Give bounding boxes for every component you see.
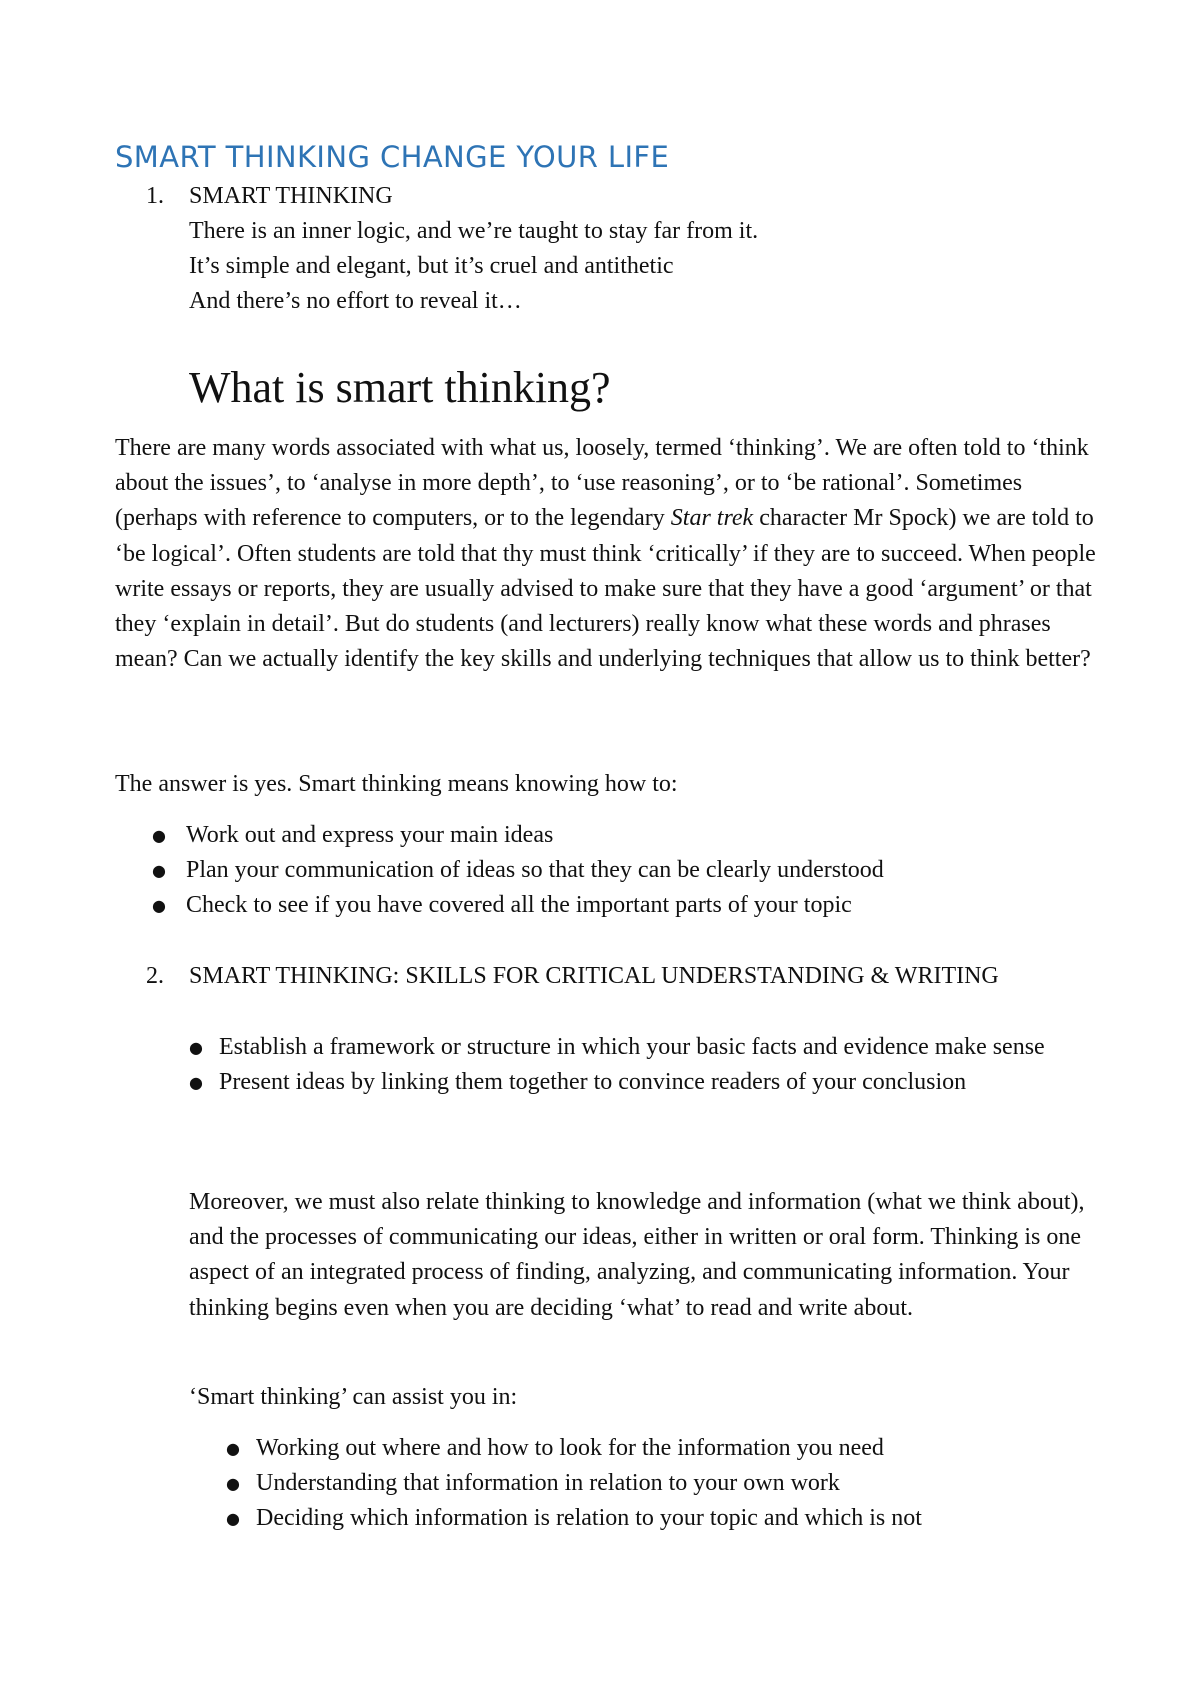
list-item <box>220 1501 1110 1536</box>
bullet-icon: ● <box>152 896 166 915</box>
document-title: SMART THINKING CHANGE YOUR LIFE <box>115 140 670 174</box>
bullet-icon: ● <box>152 826 166 845</box>
verse-line: And there’s no effort to reveal it… <box>189 288 522 314</box>
bullet-icon: ● <box>226 1439 240 1458</box>
list-item-text: Plan your communication of ideas so that they can be clearly understood <box>186 857 884 883</box>
list-item-text: Work out and express your main ideas <box>186 822 554 848</box>
numbered-item-1 <box>146 179 1106 319</box>
item-number: 2. <box>146 963 164 989</box>
section-heading: SMART THINKING: SKILLS FOR CRITICAL UNDERSTANDING & WRITING <box>189 963 999 989</box>
list-item <box>183 1030 1083 1065</box>
verse-line: There is an inner logic, and we’re taught to stay far from it. <box>189 218 759 244</box>
bullet-list-1 <box>146 818 1106 923</box>
list-item-text: Deciding which information is relation to your topic and which is not <box>256 1505 922 1531</box>
list-item <box>220 1431 1110 1466</box>
paragraph-answer: The answer is yes. Smart thinking means knowing how to: <box>115 771 678 797</box>
bullet-icon: ● <box>152 861 166 880</box>
list-item-text: Establish a framework or structure in which your basic facts and evidence make sense <box>219 1034 1045 1060</box>
list-item-text: Present ideas by linking them together to convince readers of your conclusion <box>219 1069 967 1095</box>
bullet-list-2 <box>183 1030 1083 1100</box>
bullet-icon: ● <box>226 1474 240 1493</box>
list-item <box>146 888 1106 923</box>
item-number: 1. <box>146 183 164 209</box>
list-item-text: Working out where and how to look for the information you need <box>256 1435 884 1461</box>
bullet-icon: ● <box>189 1038 203 1057</box>
paragraph-text: There are many words associated with what us, loosely, termed ‘thinking’. We are often told to ‘think about the issues’, to ‘analyse in more depth’, to ‘use reasoning’, or to ‘be rational’. Sometimes (perhaps with reference to computers, or to the legendary <box>115 435 1089 532</box>
bullet-list-3 <box>220 1431 1110 1536</box>
bullet-icon: ● <box>189 1073 203 1092</box>
bullet-icon: ● <box>226 1509 240 1528</box>
list-item <box>146 853 1106 888</box>
paragraph-assist: ‘Smart thinking’ can assist you in: <box>189 1384 518 1410</box>
list-item <box>183 1065 1083 1100</box>
paragraph-intro <box>115 431 1100 677</box>
paragraph-text: character Mr Spock) we are told to ‘be logical’. Often students are told that thy must think ‘critically’ if they are to succeed. When people write essays or reports, they are usually advised to make sure that they have a good ‘argument’ or that they ‘explain in detail’. But do students (and lecturers) really know what these words and phrases mean? Can we actually identify the key skills and underlying techniques that allow us to think better? <box>115 505 1096 673</box>
paragraph-moreover: Moreover, we must also relate thinking to knowledge and information (what we think about), and the processes of communicating our ideas, either in written or oral form. Thinking is one aspect of an integrated process of finding, analyzing, and communicating information. Your thinking begins even when you are deciding ‘what’ to read and write about. <box>189 1189 1085 1321</box>
verse-line: It’s simple and elegant, but it’s cruel and antithetic <box>189 253 674 279</box>
italic-title: Star trek <box>670 505 754 532</box>
subheading: What is smart thinking? <box>189 363 611 412</box>
section-heading: SMART THINKING <box>189 183 393 209</box>
list-item-text: Understanding that information in relation to your own work <box>256 1470 840 1496</box>
list-item-text: Check to see if you have covered all the important parts of your topic <box>186 892 852 918</box>
list-item <box>220 1466 1110 1501</box>
numbered-item-2 <box>146 959 1066 994</box>
list-item <box>146 818 1106 853</box>
